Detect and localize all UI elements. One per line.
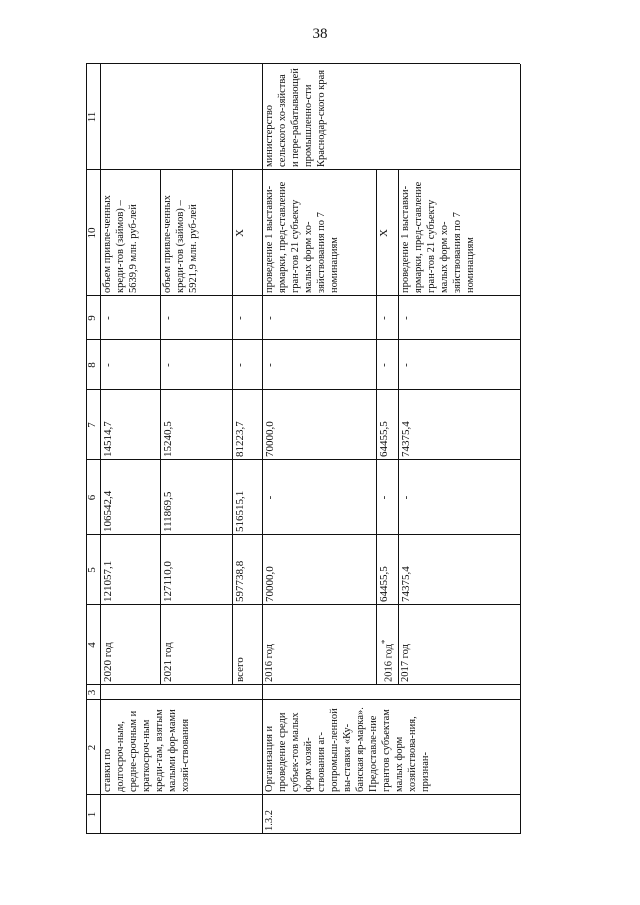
value-col6: - (378, 495, 390, 500)
value-col7: 14514,7 (102, 421, 114, 457)
responsible-ministry: министерство сельского хо-зяйства и пере-рабатывающей промышленно-сти Краснодар-ского края (264, 68, 327, 167)
total-value: 121057,1 (102, 560, 114, 602)
header-11: 11 (86, 111, 98, 123)
result-indicator: объем привле-ченных креди-тов (займов) – 5921,9 млн. руб-лей (162, 195, 199, 293)
value-col9: - (378, 316, 390, 320)
header-9: 9 (86, 315, 98, 321)
header-2: 2 (86, 744, 98, 751)
value-col9: - (234, 316, 246, 320)
row-year: 2016 год* (379, 639, 395, 682)
value-col9: - (400, 316, 412, 320)
value-col8: - (234, 363, 246, 367)
value-col7: 70000,0 (264, 421, 276, 457)
header-10: 10 (86, 227, 98, 239)
value-col8: - (378, 363, 390, 367)
value-col9: - (264, 316, 276, 320)
header-3: 3 (86, 689, 98, 696)
header-1: 1 (86, 811, 98, 818)
header-4: 4 (86, 642, 98, 648)
value-col7: 74375,4 (400, 421, 412, 457)
total-value: 597738,8 (234, 560, 246, 602)
result-indicator: X (378, 229, 390, 237)
value-col6: - (400, 495, 412, 500)
footnote-mark: * (379, 639, 389, 645)
result-indicator: проведение 1 выставки-ярмарки, пред-ставление гран-тов 21 субъекту малых форм хо-зяйствования по 7 номинациям (264, 181, 340, 293)
result-indicator: X (234, 229, 246, 237)
row-year: 2016 год (264, 644, 275, 682)
row-year: 2017 год (400, 644, 411, 682)
value-col6: 516515,1 (234, 490, 246, 532)
total-value: 70000,0 (264, 566, 276, 602)
header-5: 5 (86, 567, 98, 573)
value-col7: 81223,7 (234, 421, 246, 457)
value-col6: 111869,5 (162, 491, 174, 532)
value-col9: - (102, 316, 114, 320)
subsection-title: Организация и проведение среди субъек-тов малых форм хозяй-ствования аг-ропромыш-ленной вы-ставки «Ку-банская яр-марка». Предоставле-ние грантов субъектам малых форм хозяйствова-ния, признан- (264, 707, 431, 792)
value-col7: 15240,5 (162, 421, 174, 457)
value-col8: - (264, 363, 276, 367)
result-indicator: объем привле-ченных креди-тов (займов) – 5639,9 млн. руб-лей (102, 195, 139, 293)
subsection-number: 1.3.2 (264, 810, 275, 831)
total-value: 127110,0 (162, 561, 174, 602)
header-8: 8 (86, 362, 98, 368)
value-col6: - (264, 495, 276, 500)
page-number: 38 (312, 26, 328, 42)
header-6: 6 (86, 494, 98, 501)
header-7: 7 (86, 422, 98, 428)
table-border-bottom (520, 64, 521, 834)
value-col8: - (400, 363, 412, 367)
total-value: 64455,5 (378, 566, 390, 602)
value-col9: - (162, 316, 174, 320)
total-value: 74375,4 (400, 566, 412, 602)
row-year: всего (234, 657, 246, 682)
value-col7: 64455,5 (378, 421, 390, 457)
value-col8: - (102, 363, 114, 367)
value-col6: 106542,4 (102, 490, 114, 532)
rotated-table (86, 64, 516, 834)
row-year: 2020 год (102, 642, 114, 682)
row-year: 2021 год (162, 642, 174, 682)
value-col8: - (162, 363, 174, 367)
col2-top-text: ставки по долгосроч-ным, средне-срочным и краткосроч-ным креди-там, взятым малыми фор-мами хозяй-ствования (102, 709, 191, 792)
result-indicator: проведение 1 выставки-ярмарки, пред-ставление гран-тов 21 субъекту малых форм хо-зяйствования по 7 номинациям (400, 181, 476, 293)
